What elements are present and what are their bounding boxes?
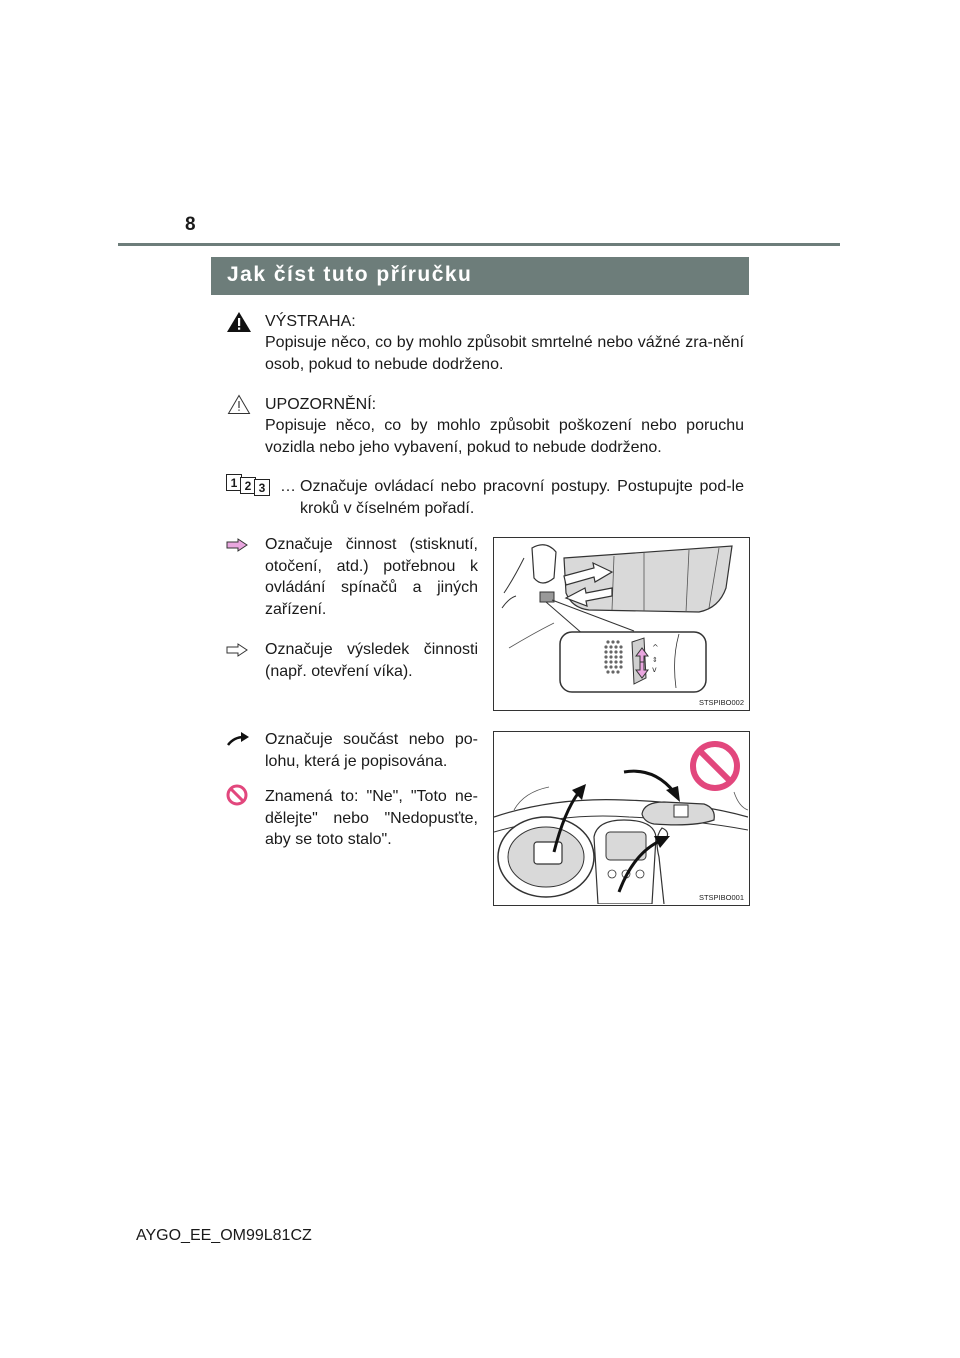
- result-text: Označuje výsledek činnosti (např. otevření víka).: [265, 641, 478, 680]
- steps-ellipsis: …: [280, 478, 296, 495]
- svg-text:v: v: [652, 665, 657, 674]
- svg-text:⇕: ⇕: [652, 656, 658, 664]
- prohibited-text: Znamená to: "Ne", "Toto ne-dělejte" nebo "Nedopusťte, aby se toto stalo".: [265, 788, 478, 848]
- step-numbers-icon: [226, 474, 276, 498]
- step-number-3: 3: [254, 479, 270, 496]
- prohibited-circle-icon: [226, 784, 248, 806]
- step-number-2: 2: [240, 477, 256, 494]
- action-arrow-icon: [226, 538, 248, 552]
- notice-text: Popisuje něco, co by mohlo způsobit poškození nebo poruchu vozidla nebo jeho vybavení, pokud to nebude dodrženo.: [265, 417, 744, 456]
- header-rule: [118, 243, 840, 246]
- warning-triangle-filled-icon: [226, 311, 252, 333]
- warning-triangle-outline-icon: [227, 394, 251, 415]
- footer-doc-code: AYGO_EE_OM99L81CZ: [136, 1227, 312, 1244]
- step-number-1: 1: [226, 474, 242, 491]
- figure-window-switch: [493, 537, 750, 711]
- svg-text:^: ^: [652, 643, 659, 652]
- result-arrow-icon: [226, 643, 248, 657]
- dashboard-illustration: [494, 732, 748, 904]
- figure-code: STSPIBO001: [698, 893, 744, 902]
- page-number: 8: [185, 214, 196, 235]
- steps-text: Označuje ovládací nebo pracovní postupy. Postupujte pod-le kroků v číselném pořadí.: [300, 478, 744, 517]
- section-title: Jak číst tuto příručku: [211, 257, 749, 295]
- warning-label: VÝSTRAHA:: [265, 313, 356, 330]
- notice-label: UPOZORNĚNÍ:: [265, 396, 377, 413]
- component-text: Označuje součást nebo po-lohu, která je popisována.: [265, 731, 478, 770]
- action-text: Označuje činnost (stisknutí, otočení, atd.) potřebnou k ovládání spínačů a jiných zařízení.: [265, 536, 478, 618]
- figure-dashboard: [493, 731, 750, 906]
- warning-text: Popisuje něco, co by mohlo způsobit smrtelné nebo vážné zra-nění osob, pokud to nebude dodrženo.: [265, 334, 744, 373]
- figure-code: STSPIBO002: [698, 698, 744, 707]
- curved-pointer-arrow-icon: [226, 731, 250, 747]
- window-switch-illustration: [494, 538, 748, 709]
